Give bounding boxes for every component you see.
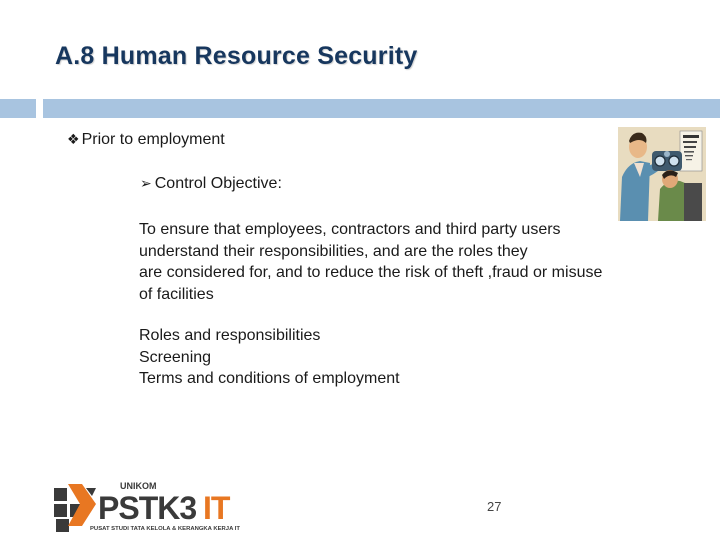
list-item: Terms and conditions of employment: [139, 370, 400, 388]
bullet-control-objective: [140, 175, 282, 193]
eye-exam-clipart: [618, 127, 706, 221]
bullet-label: Prior to employment: [81, 131, 225, 148]
objective-paragraph: [139, 219, 679, 305]
list-item: Screening: [139, 348, 212, 366]
paragraph-line: are considered for, and to reduce the risk of theft ,fraud or misuse: [139, 264, 603, 281]
paragraph-line: of facilities: [139, 285, 214, 303]
logo-tagline: PUSAT STUDI TATA KELOLA & KERANGKA KERJA IT: [90, 526, 241, 532]
list-item: Roles and responsibilities: [139, 327, 321, 344]
logo-brand-main: PSTK3: [98, 490, 197, 526]
controls-list: [139, 325, 400, 390]
slide-title: A.8 Human Resource Security: [55, 42, 418, 70]
logo-emblem-icon: [54, 484, 96, 532]
pstk3it-logo: [52, 478, 244, 534]
diamond-bullet-icon: ❖: [67, 132, 80, 148]
logo-brand-top: UNIKOM: [120, 481, 157, 491]
paragraph-line: understand their responsibilities, and are the roles they: [139, 242, 528, 260]
bullet-prior-to-employment: [67, 131, 225, 149]
bullet-label: Control Objective:: [154, 175, 282, 192]
logo-brand-suffix: IT: [203, 490, 230, 526]
page-number: 27: [487, 499, 502, 514]
arrow-bullet-icon: ➢: [140, 176, 152, 192]
paragraph-line: To ensure that employees, contractors and third party users: [139, 221, 561, 238]
